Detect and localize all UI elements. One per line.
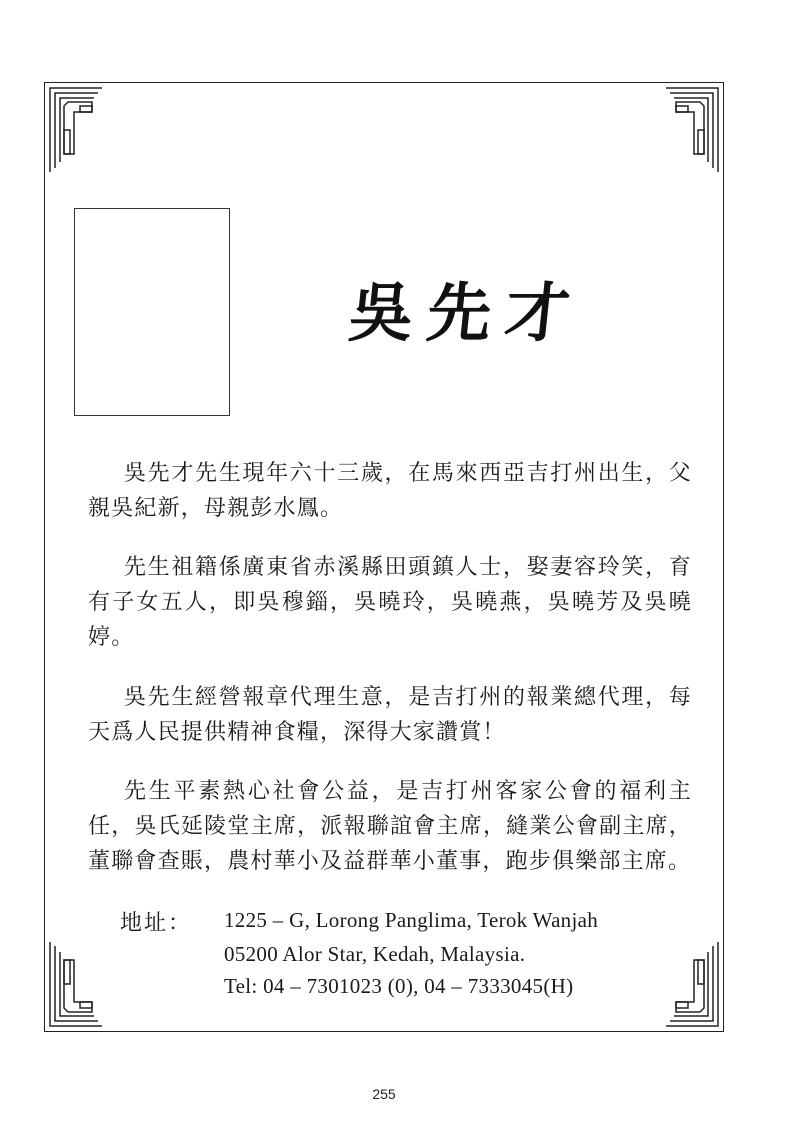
page-title: 吳先才 [345,276,588,351]
address-telephone-line: Tel: 04 – 7301023 (0), 04 – 7333045(H) [224,974,574,998]
page-number: 255 [372,1086,396,1102]
biography-paragraph-3: 吳先生經營報章代理生意，是吉打州的報業總代理，每天爲人民提供精神食糧，深得大家讚賞！ [88,685,692,745]
corner-ornament-bottom-left [44,936,108,1032]
biography-paragraph-2: 先生祖籍係廣東省赤溪縣田頭鎮人士，娶妻容玲笑，育有子女五人，即吳穆錙，吳曉玲，吳曉燕，吳曉芳及吳曉婷。 [88,555,692,650]
corner-ornament-top-right [660,82,724,178]
address-line-2: 05200 Alor Star, Kedah, Malaysia. [224,942,526,966]
address-line-1: 1225 – G, Lorong Panglima, Terok Wanjah [224,908,599,932]
biography-paragraph-4: 先生平素熱心社會公益，是吉打州客家公會的福利主任，吳氏延陵堂主席，派報聯誼會主席，縫業公會副主席，董聯會查賬，農村華小及益群華小董事，跑步俱樂部主席。 [88,779,692,874]
corner-ornament-bottom-right [660,936,724,1032]
portrait-photo-placeholder [74,208,230,416]
address-label: 地址： [120,911,193,936]
corner-ornament-top-left [44,82,108,178]
biography-paragraph-1: 吳先才先生現年六十三歲，在馬來西亞吉打州出生，父親吳紀新，母親彭水鳳。 [88,461,692,521]
